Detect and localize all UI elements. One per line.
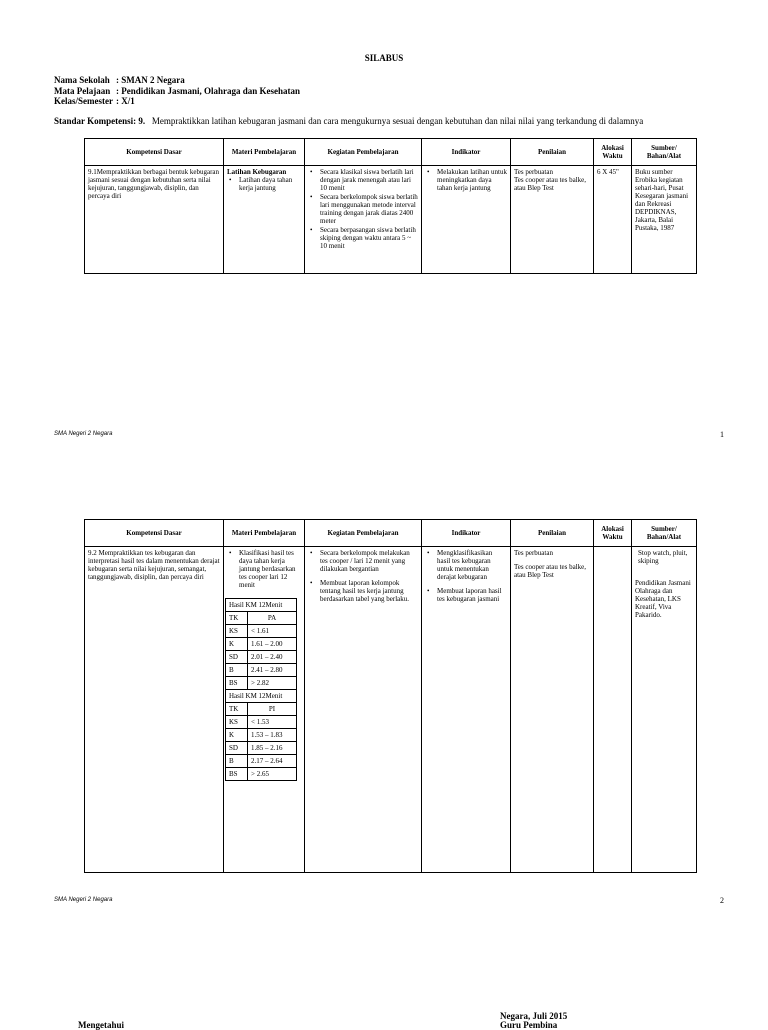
identity-school: Nama Sekolah : SMAN 2 Negara	[54, 75, 185, 85]
sumber-cell: Stop watch, pluit, skiping Pendidikan Jasmani Olahraga dan Kesehatan, LKS Kreatif, Viva Pakarido.	[632, 547, 697, 873]
penilaian-cell: Tes perbuatan Tes cooper atau tes balke, atau Blep Test	[511, 166, 594, 274]
header-indikator: Indikator	[422, 520, 511, 547]
hasil-row: SD 2.01 – 2.40	[226, 651, 297, 664]
hasil-row: BS > 2.82	[226, 677, 297, 690]
header-materi: Materi Pembelajaran	[224, 520, 305, 547]
indikator-cell: • Melakukan latihan untuk meningkatkan daya tahan kerja jantung	[422, 166, 511, 274]
signature-place-date: Negara, Juli 2015	[500, 1011, 568, 1021]
header-alokasi: Alokasi Waktu	[594, 139, 632, 166]
table-row	[85, 166, 697, 274]
identity-class: Kelas/Semester : X/1	[54, 96, 135, 106]
header-kd: Kompetensi Dasar	[85, 139, 224, 166]
footer-school: SMA Negeri 2 Negara	[54, 431, 113, 437]
hasil-row: K 1.61 – 2.00	[226, 638, 297, 651]
materi-cell: • Klasifikasi hasil tes daya tahan kerja jantung berdasarkan tes cooper lari 12 menit Hasil KM 12Menit TK PA KS < 1.61 K 1.61 – 2.00 SD 2.01 – 2.40 B 2.41 – 2.80 BS > 2.82 Hasil KM 12Menit TK PI KS < 1.53 K 1.53 – 1.83 SD 1.85 – 2.16 B 2.17 – 2.64 BS > 2.65	[224, 547, 305, 873]
header-kegiatan: Kegiatan Pembelajaran	[305, 520, 422, 547]
materi-cell: Latihan Kebugaran • Latihan daya tahan kerja jantung	[224, 166, 305, 274]
hasil-row: KS < 1.53	[226, 716, 297, 729]
header-penilaian: Penilaian	[511, 520, 594, 547]
indikator-cell: • Mengklasifikasikan hasil tes kebugaran untuk menentukan derajat kebugaran • Membuat laporan hasil tes kebugaran jasmani	[422, 547, 511, 873]
page-number: 1	[720, 430, 724, 439]
hasil-row: B 2.17 – 2.64	[226, 755, 297, 768]
alokasi-cell	[594, 547, 632, 873]
alokasi-cell: 6 X 45"	[594, 166, 632, 274]
page-title: SILABUS	[364, 53, 404, 63]
footer-school: SMA Negeri 2 Negara	[54, 897, 113, 903]
kegiatan-cell: • Secara klasikal siswa berlatih lari dengan jarak menengah atau lari 10 menit • Secara berkelompok siswa berlatih lari menggunakan metode interval training dengan jarak diatas 2400 meter • Secara berpasangan siswa berlatih skiping dengan waktu antara 5 ~ 10 menit	[305, 166, 422, 274]
identity-block	[54, 75, 300, 107]
hasil-pa-table: Hasil KM 12Menit TK PA KS < 1.61 K 1.61 – 2.00 SD 2.01 – 2.40 B 2.41 – 2.80 BS > 2.82	[225, 598, 297, 690]
signature-right-label: Guru Pembina	[500, 1020, 558, 1030]
header-sumber: Sumber/ Bahan/Alat	[632, 520, 697, 547]
kd-cell: 9.2 Mempraktikkan tes kebugaran dan interpretasi hasil tes dalam menentukan derajat kebugaran serta nilai kejujuran, semangat, tanggungjawab, disiplin, dan percaya diri	[85, 547, 224, 873]
identity-subject: Mata Pelajaan : Pendidikan Jasmani, Olahraga dan Kesehatan	[54, 85, 301, 96]
table-row	[85, 547, 697, 873]
hasil-pi-table: Hasil KM 12Menit TK PI KS < 1.53 K 1.53 – 1.83 SD 1.85 – 2.16 B 2.17 – 2.64 BS > 2.65	[225, 690, 297, 781]
kd-cell: 9.1Mempraktikkan berbagai bentuk kebugaran jasmani sesuai dengan kebutuhan serta nilai kejujuran, tanggungjawab, disiplin, dan percaya diri	[85, 166, 224, 274]
penilaian-cell: Tes perbuatan Tes cooper atau tes balke, atau Blep Test	[511, 547, 594, 873]
header-materi: Materi Pembelajaran	[224, 139, 305, 166]
hasil-row: B 2.41 – 2.80	[226, 664, 297, 677]
header-indikator: Indikator	[422, 139, 511, 166]
header-sumber: Sumber/ Bahan/Alat	[632, 139, 697, 166]
hasil-row: SD 1.85 – 2.16	[226, 742, 297, 755]
hasil-row: BS > 2.65	[226, 768, 297, 781]
hasil-row: K 1.53 – 1.83	[226, 729, 297, 742]
silabus-table-page2	[84, 519, 697, 873]
standar-kompetensi: Standar Kompetensi: 9. Mempraktikkan latihan kebugaran jasmani dan cara mengukurnya sesuai dengan kebutuhan dan nilai nilai yang terkandung di dalamnya	[54, 116, 644, 126]
table-header-row	[85, 520, 697, 547]
silabus-table-page1	[84, 138, 697, 274]
header-kd: Kompetensi Dasar	[85, 520, 224, 547]
sumber-cell: Buku sumber Erobika kegiatan sehari-hari, Pusat Kesegaran jasmani dan Rekreasi DEPDIKNAS, Jakarta, Balai Pustaka, 1987	[632, 166, 697, 274]
hasil-row: KS < 1.61	[226, 625, 297, 638]
header-alokasi: Alokasi Waktu	[594, 520, 632, 547]
signature-left-label: Mengetahui	[78, 1020, 124, 1030]
header-penilaian: Penilaian	[511, 139, 594, 166]
page-number: 2	[720, 896, 724, 905]
header-kegiatan: Kegiatan Pembelajaran	[305, 139, 422, 166]
kegiatan-cell: • Secara berkelompok melakukan tes cooper / lari 12 menit yang dilakukan bergantian • Membuat laporan kelompok tentang hasil tes kerja jantung berdasarkan tabel yang berlaku.	[305, 547, 422, 873]
table-header-row	[85, 139, 697, 166]
